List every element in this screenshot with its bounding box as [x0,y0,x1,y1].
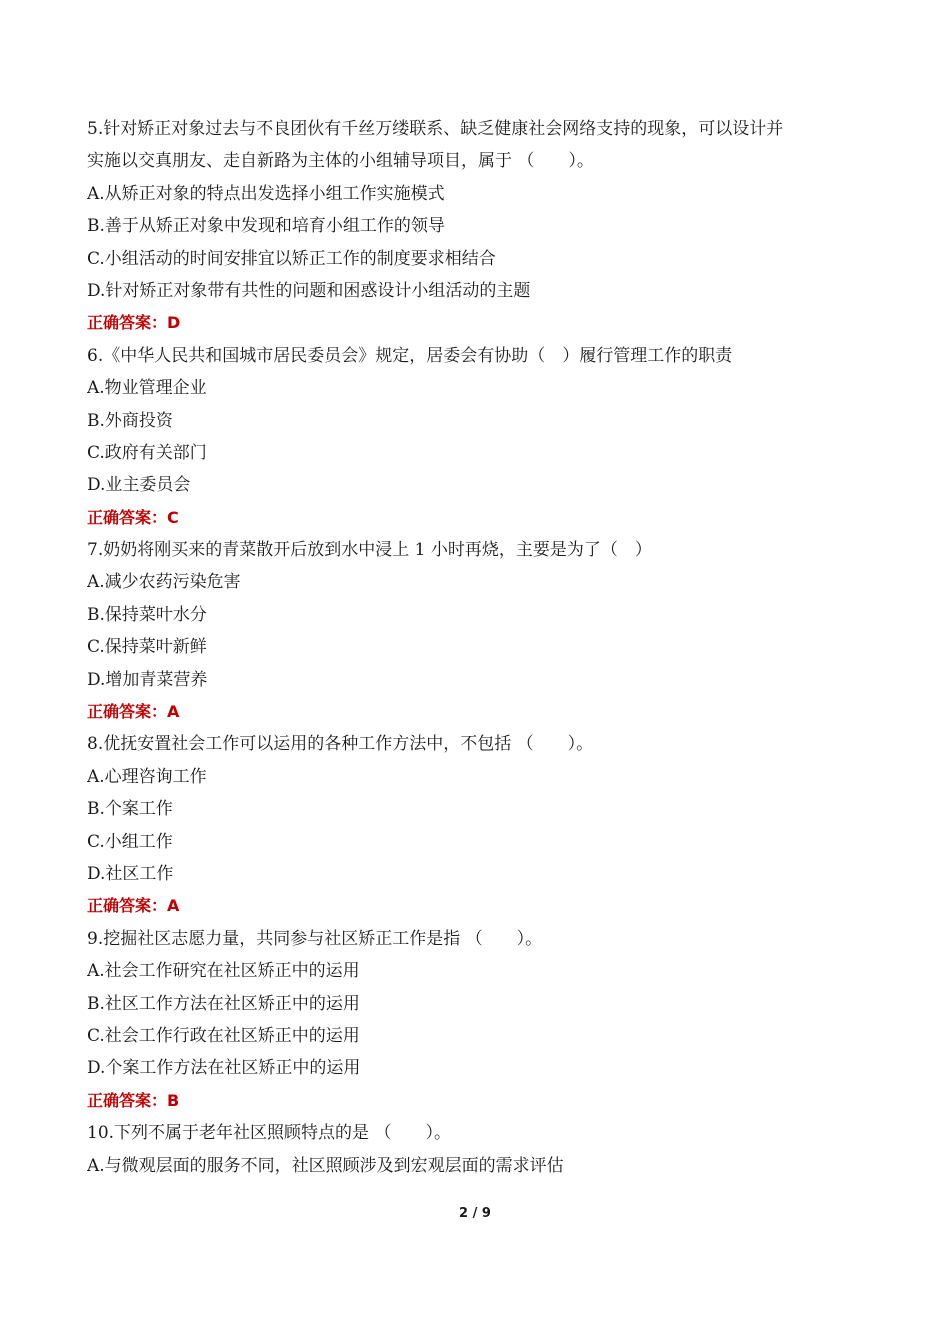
option-line: C.政府有关部门 [87,442,207,463]
option-line: D.个案工作方法在社区矫正中的运用 [87,1058,361,1079]
option-line: B.善于从矫正对象中发现和培育小组工作的领导 [87,216,445,237]
page-number: 2 / 9 [459,1206,491,1221]
answer-line: 正确答案：D [87,313,181,333]
question-line: 5.针对矫正对象过去与不良团伙有千丝万缕联系、缺乏健康社会网络支持的现象，可以设计并 [87,119,784,139]
option-line: B.社区工作方法在社区矫正中的运用 [87,993,360,1014]
question-line: 实施以交真朋友、走自新路为主体的小组辅导项目，属于 （ ）。 [87,151,594,172]
question-line: 7.奶奶将刚买来的青菜散开后放到水中浸上 1 小时再烧，主要是为了（ ） [87,540,652,561]
option-line: D.针对矫正对象带有共性的问题和困惑设计小组活动的主题 [87,280,531,301]
option-line: C.小组工作 [87,831,173,852]
option-line: A.物业管理企业 [87,378,207,399]
option-line: A.心理咨询工作 [87,766,207,787]
question-line: 9.挖掘社区志愿力量，共同参与社区矫正工作是指 （ ）。 [87,928,543,949]
option-line: C.社会工作行政在社区矫正中的运用 [87,1025,360,1046]
question-line: 10.下列不属于老年社区照顾特点的是 （ ）。 [87,1123,451,1144]
document-body [87,113,867,1182]
answer-line: 正确答案：A [87,896,180,916]
option-line: B.个案工作 [87,799,173,820]
option-line: B.保持菜叶水分 [87,604,207,625]
option-line: D.社区工作 [87,863,174,884]
option-line: D.业主委员会 [87,475,191,496]
option-line: B.外商投资 [87,410,173,431]
option-line: A.从矫正对象的特点出发选择小组工作实施模式 [87,183,445,204]
option-line: C.保持菜叶新鲜 [87,637,207,658]
answer-line: 正确答案：A [87,702,180,722]
option-line: A.减少农药污染危害 [87,572,241,593]
option-line: A.社会工作研究在社区矫正中的运用 [87,961,360,982]
question-line: 6.《中华人民共和国城市居民委员会》规定，居委会有协助（ ）履行管理工作的职责 [87,345,733,366]
option-line: C.小组活动的时间安排宜以矫正工作的制度要求相结合 [87,248,496,269]
question-line: 8.优抚安置社会工作可以运用的各种工作方法中，不包括 （ ）。 [87,734,594,755]
option-line: D.增加青菜营养 [87,669,208,690]
answer-line: 正确答案：C [87,507,179,527]
answer-line: 正确答案：B [87,1090,180,1110]
option-line: A.与微观层面的服务不同，社区照顾涉及到宏观层面的需求评估 [87,1155,564,1176]
